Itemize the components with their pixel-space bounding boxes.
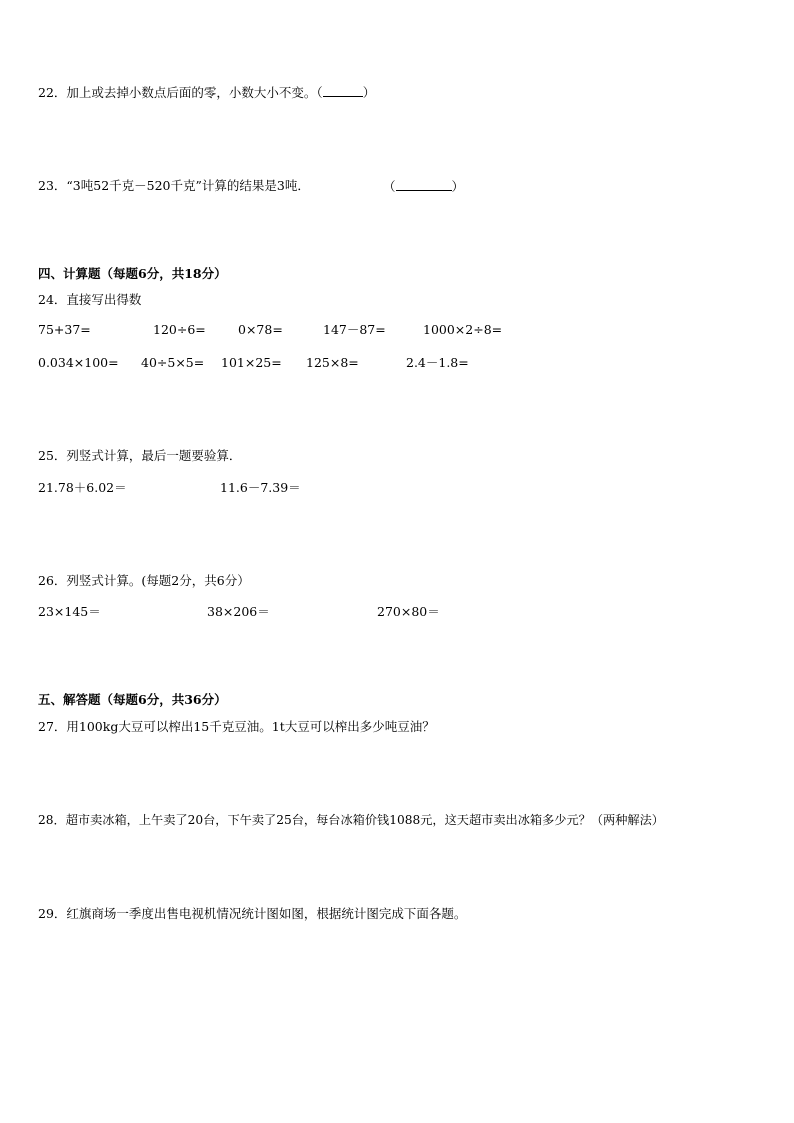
calc-item: 270×80＝ <box>377 604 440 619</box>
question-text: 加上或去掉小数点后面的零，小数大小不变。 <box>66 85 317 100</box>
bracket-open: （ <box>383 179 396 194</box>
calc-item: 0.034×100= <box>38 355 119 370</box>
question-text: 列竖式计算。(每题2分，共6分） <box>66 573 250 588</box>
question-number: 25． <box>38 448 67 463</box>
calc-item: 75+37= <box>38 322 91 337</box>
answer-blank[interactable] <box>323 84 363 97</box>
section-5-title: 五、解答题（每题6分，共36分） <box>38 692 227 707</box>
question-number: 27． <box>38 719 67 734</box>
question-text: 直接写出得数 <box>66 292 142 307</box>
calc-item: 120÷6= <box>153 322 206 337</box>
question-23 <box>38 178 310 194</box>
calc-item: 23×145＝ <box>38 604 101 619</box>
bracket-close: ） <box>362 85 376 100</box>
question-text: 超市卖冰箱，上午卖了20台，下午卖了25台，每台冰箱价钱1088元，这天超市卖出冰箱多少元？（两种解法） <box>65 813 664 827</box>
question-27 <box>38 719 435 735</box>
calc-item: 125×8= <box>306 355 359 370</box>
calc-item: 0×78= <box>238 322 283 337</box>
question-29 <box>38 906 466 922</box>
question-28 <box>38 812 664 828</box>
calc-item: 11.6－7.39＝ <box>220 480 301 495</box>
calc-item: 147－87= <box>323 322 386 337</box>
question-number: 28． <box>38 813 66 827</box>
calc-item: 38×206＝ <box>207 604 270 619</box>
question-24 <box>38 292 141 308</box>
question-25 <box>38 448 241 464</box>
bracket-open: （ <box>316 85 323 100</box>
calc-item: 1000×2÷8= <box>423 322 503 337</box>
answer-blank[interactable] <box>396 178 452 191</box>
question-number: 24． <box>38 292 67 307</box>
calc-item: 40÷5×5= <box>141 355 205 370</box>
calc-item: 21.78＋6.02＝ <box>38 480 127 495</box>
question-number: 23． <box>38 178 67 193</box>
question-text: 用100kg大豆可以榨出15千克豆油。1t大豆可以榨出多少吨豆油？ <box>66 719 435 734</box>
question-number: 22． <box>38 85 67 100</box>
question-number: 29． <box>38 906 67 921</box>
question-23-answer <box>383 178 464 195</box>
question-26 <box>38 573 250 589</box>
question-number: 26． <box>38 573 67 588</box>
section-4-title: 四、计算题（每题6分，共18分） <box>38 266 227 281</box>
bracket-close: ） <box>451 179 465 194</box>
calc-item: 101×25= <box>221 355 282 370</box>
question-22 <box>38 84 375 101</box>
question-text: 列竖式计算，最后一题要验算． <box>66 448 242 463</box>
question-text: “3吨52千克－520千克”计算的结果是3吨． <box>66 178 310 193</box>
calc-item: 2.4－1.8= <box>406 355 469 370</box>
question-text: 红旗商场一季度出售电视机情况统计图如图，根据统计图完成下面各题。 <box>66 906 467 921</box>
